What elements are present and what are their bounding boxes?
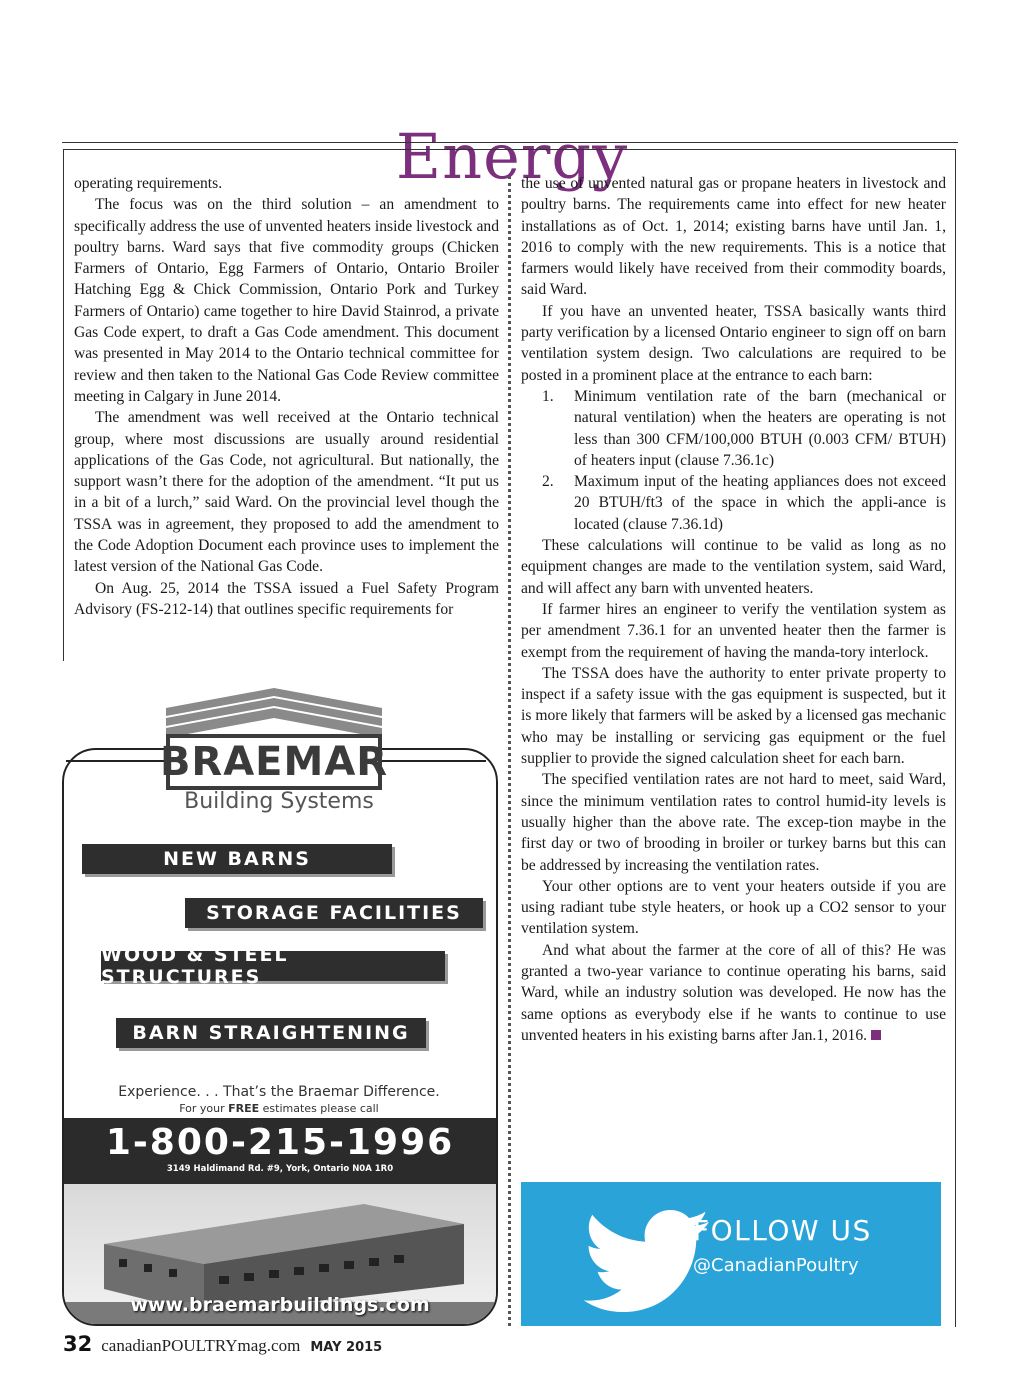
phone-band xyxy=(64,1118,496,1184)
list-item xyxy=(521,471,946,535)
article-paragraph: The TSSA does have the authority to enter private property to inspect if a safety issue with the gas equipment is suspected, but it is more likely that farmers will be asked by a licensed gas mechanic who may be installing or servicing gas equipment or the fuel supplier to provide the signed calculation sheet for each barn. xyxy=(521,664,946,768)
article-paragraph: These calculations will continue to be valid as long as no equipment changes are made to the ventilation system, said Ward, and will affect any barn with unvented heaters. xyxy=(521,537,946,597)
title-rule xyxy=(62,142,958,143)
section-title: Energy xyxy=(395,119,629,193)
frame-right-rule xyxy=(955,149,956,1327)
end-mark-icon xyxy=(871,1030,881,1040)
barn-photo xyxy=(64,1184,496,1324)
service-wood-steel-structures: WOOD & STEEL STRUCTURES xyxy=(101,951,445,981)
frame-top-rule xyxy=(63,149,955,150)
column-divider xyxy=(508,176,511,1326)
brand-line-right xyxy=(382,760,486,762)
issue-date: MAY 2015 xyxy=(310,1340,383,1355)
list-number: 2. xyxy=(542,473,554,491)
ad-estimate-line xyxy=(62,1102,496,1115)
list-item xyxy=(521,386,946,471)
page-footer xyxy=(63,1332,382,1356)
ad-tagline: Experience. . . That’s the Braemar Difference. xyxy=(118,1084,440,1100)
article-paragraph: Your other options are to vent your heaters outside if you are using radiant tube style heaters, or hook up a CO2 sensor to your ventilation system. xyxy=(521,877,946,938)
service-new-barns: NEW BARNS xyxy=(82,844,392,874)
article-paragraph-text: And what about the farmer at the core of all of this? He was granted a two-year variance to continue operating his barns, said Ward, while an industry solution was developed. He now has the same options as everybody else if he wants to continue to use unvented heaters in his existing barns after Jan.1, 2016. xyxy=(521,941,946,1044)
brand-line-left xyxy=(66,760,166,762)
article-paragraph-final xyxy=(521,940,946,1046)
page-number: 32 xyxy=(63,1332,93,1356)
ad-address: 3149 Haldimand Rd. #9, York, Ontario N0A 1R0 xyxy=(166,1164,394,1174)
article-left-column xyxy=(74,173,499,620)
estimate-free: FREE xyxy=(228,1102,260,1115)
braemar-subbrand: Building Systems xyxy=(184,789,374,814)
twitter-follow-title: FOLLOW US xyxy=(693,1214,872,1247)
article-paragraph: If farmer hires an engineer to verify the ventilation system as per amendment 7.36.1 for an unvented heater then the farmer is exempt from the requirement of having the manda-tory interlock. xyxy=(521,600,946,661)
braemar-advertisement[interactable] xyxy=(62,686,496,1324)
requirements-list xyxy=(521,386,946,535)
estimate-prefix: For your xyxy=(179,1102,229,1115)
twitter-follow-banner[interactable] xyxy=(521,1182,941,1326)
magazine-url: canadianPOULTRYmag.com xyxy=(101,1336,301,1355)
ad-phone-number[interactable]: 1-800-215-1996 xyxy=(105,1122,455,1163)
article-paragraph: If you have an unvented heater, TSSA basically wants third party verification by a licensed Ontario engineer to sign off on barn ventilation system design. Two calculations are required to be posted in a prominent place at the entrance to each barn: xyxy=(521,302,946,384)
list-text: Maximum input of the heating appliances does not exceed 20 BTUH/ft3 of the space in which the appli-ance is located (clause 7.36.1d) xyxy=(574,473,946,533)
article-paragraph: On Aug. 25, 2014 the TSSA issued a Fuel Safety Program Advisory (FS-212-14) that outlines specific requirements for xyxy=(74,579,499,618)
article-paragraph: The specified ventilation rates are not hard to meet, said Ward, since the minimum ventilation rates to control humid-ity levels is usually higher than the above rate. The excep-tion maybe in the first day or two of brooding in broiler or turkey barns but this can be addressed by increasing the ventilation rates. xyxy=(521,771,946,874)
twitter-bird-icon xyxy=(581,1208,711,1318)
article-paragraph: operating requirements. xyxy=(74,175,223,192)
service-storage-facilities: STORAGE FACILITIES xyxy=(185,898,483,928)
list-text: Minimum ventilation rate of the barn (mechanical or natural ventilation) when the heaters are operating is not less than 300 CFM/100,000 BTUH (0.003 CFM/ BTUH) of heaters input (clause 7.36.1c) xyxy=(574,387,946,469)
article-right-column xyxy=(521,173,946,1046)
braemar-logo: BRAEMAR xyxy=(166,734,382,790)
frame-left-rule xyxy=(63,149,64,661)
article-paragraph: The amendment was well received at the Ontario technical group, where most discussions are usually around residential applications of the Gas Code, not agricultural. But nationally, the support wasn’t there for the adoption of the amendment. “It put us in a bit of a lurch,” said Ward. On the provincial level though the TSSA was in agreement, they proposed to add the amendment to the Code Adoption Document each province uses to implement the latest version of the National Gas Code. xyxy=(74,409,499,576)
article-paragraph: the use of unvented natural gas or propane heaters in livestock and poultry barns. The requirements came into effect for new heater installations as of Oct. 1, 2014; existing barns have until Jan. 1, 2016 to comply with the new requirements. This is a notice that farmers would likely have received from their commodity boards, said Ward. xyxy=(521,175,946,299)
list-number: 1. xyxy=(542,387,554,405)
service-barn-straightening: BARN STRAIGHTENING xyxy=(116,1018,426,1048)
estimate-suffix: estimates please call xyxy=(259,1102,379,1115)
article-paragraph: The focus was on the third solution – an amendment to specifically address the use of unvented heaters inside livestock and poultry barns. Ward says that five commodity groups (Chicken Farmers of Ontario, Egg Farmers of Ontario, Ontario Broiler Hatching Egg & Chick Commission, Ontario Pork and Turkey Farmers of Ontario) came together to hire David Stainrod, a private Gas Code expert, to draft a Gas Code amendment. This document was presented in May 2014 to the Ontario technical committee for review and then taken to the National Gas Code Review committee meeting in Calgary in June 2014. xyxy=(74,196,499,405)
ad-website-link[interactable]: www.braemarbuildings.com xyxy=(130,1294,430,1316)
twitter-handle[interactable]: @CanadianPoultry xyxy=(693,1255,859,1276)
